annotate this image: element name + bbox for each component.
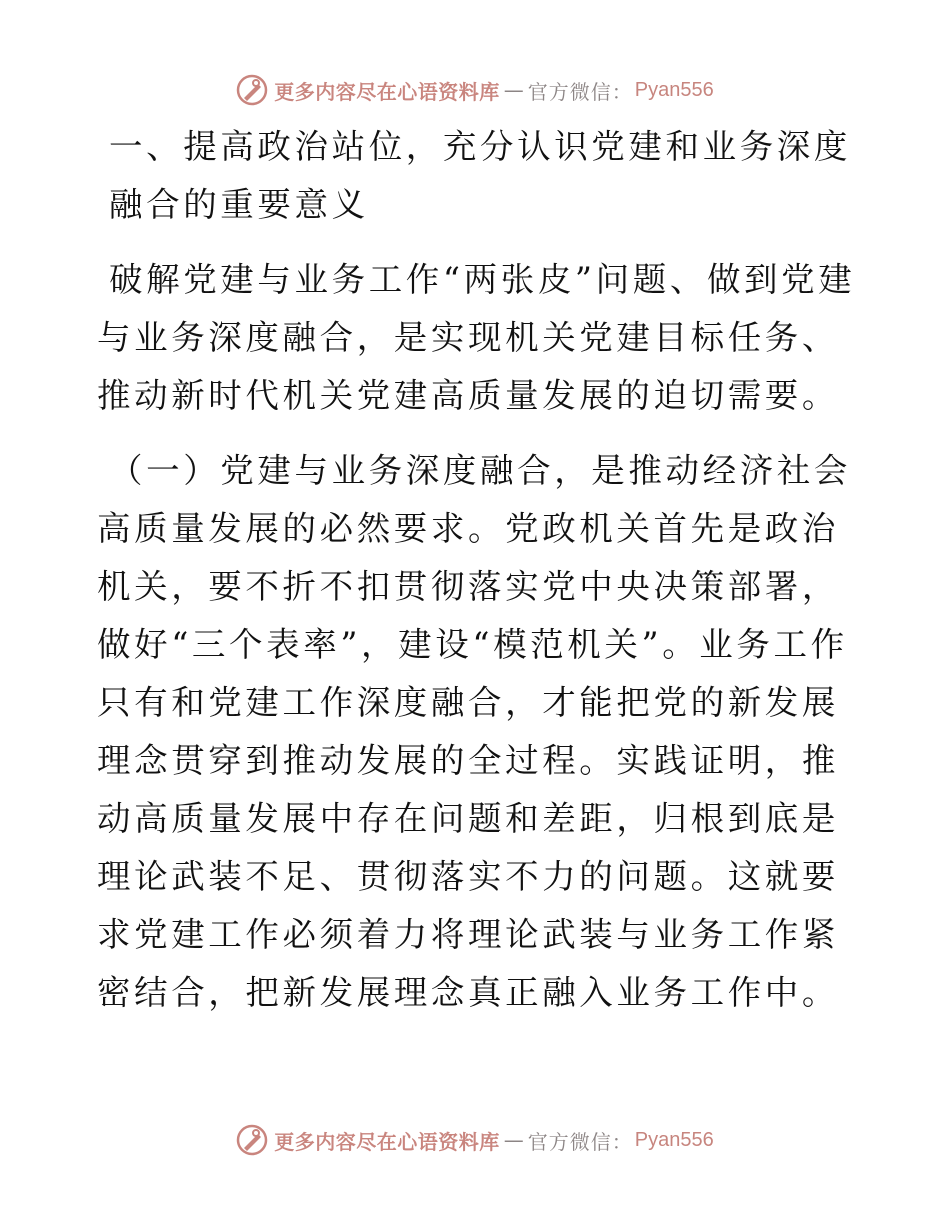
watermark-separator: — [503,1128,524,1152]
watermark-account-label: 官方微信： [527,1129,633,1154]
pen-seal-icon [236,1124,268,1156]
watermark-account-label: 官方微信： [527,79,633,104]
document-body [97,118,857,1022]
pen-seal-icon [236,74,268,106]
watermark-brand: 更多内容尽在心语资料库 [274,1129,500,1154]
watermark-separator: — [503,78,524,102]
watermark-brand: 更多内容尽在心语资料库 [274,79,500,104]
watermark-header [0,70,950,110]
body-paragraph: 破解党建与业务工作“两张皮”问题、做到党建与业务深度融合，是实现机关党建目标任务、推动新时代机关党建高质量发展的迫切需要。 [97,260,856,415]
body-paragraph: （一）党建与业务深度融合，是推动经济社会高质量发展的必然要求。党政机关首先是政治机关，要不折不扣贯彻落实党中央决策部署，做好“三个表率”，建设“模范机关”。业务工作只有和党建工作深度融合，才能把党的新发展理念贯穿到推动发展的全过程。实践证明，推动高质量发展中存在问题和差距，归根到底是理论武装不足、贯彻落实不力的问题。这就要求党建工作必须着力将理论武装与业务工作紧密结合，把新发展理念真正融入业务工作中。 [97,451,851,1012]
watermark-footer [0,1120,950,1160]
watermark-account-id: Pyan556 [634,1128,714,1151]
section-heading: 一、提高政治站位，充分认识党建和业务深度融合的重要意义 [109,127,851,224]
watermark-account-id: Pyan556 [634,78,714,101]
